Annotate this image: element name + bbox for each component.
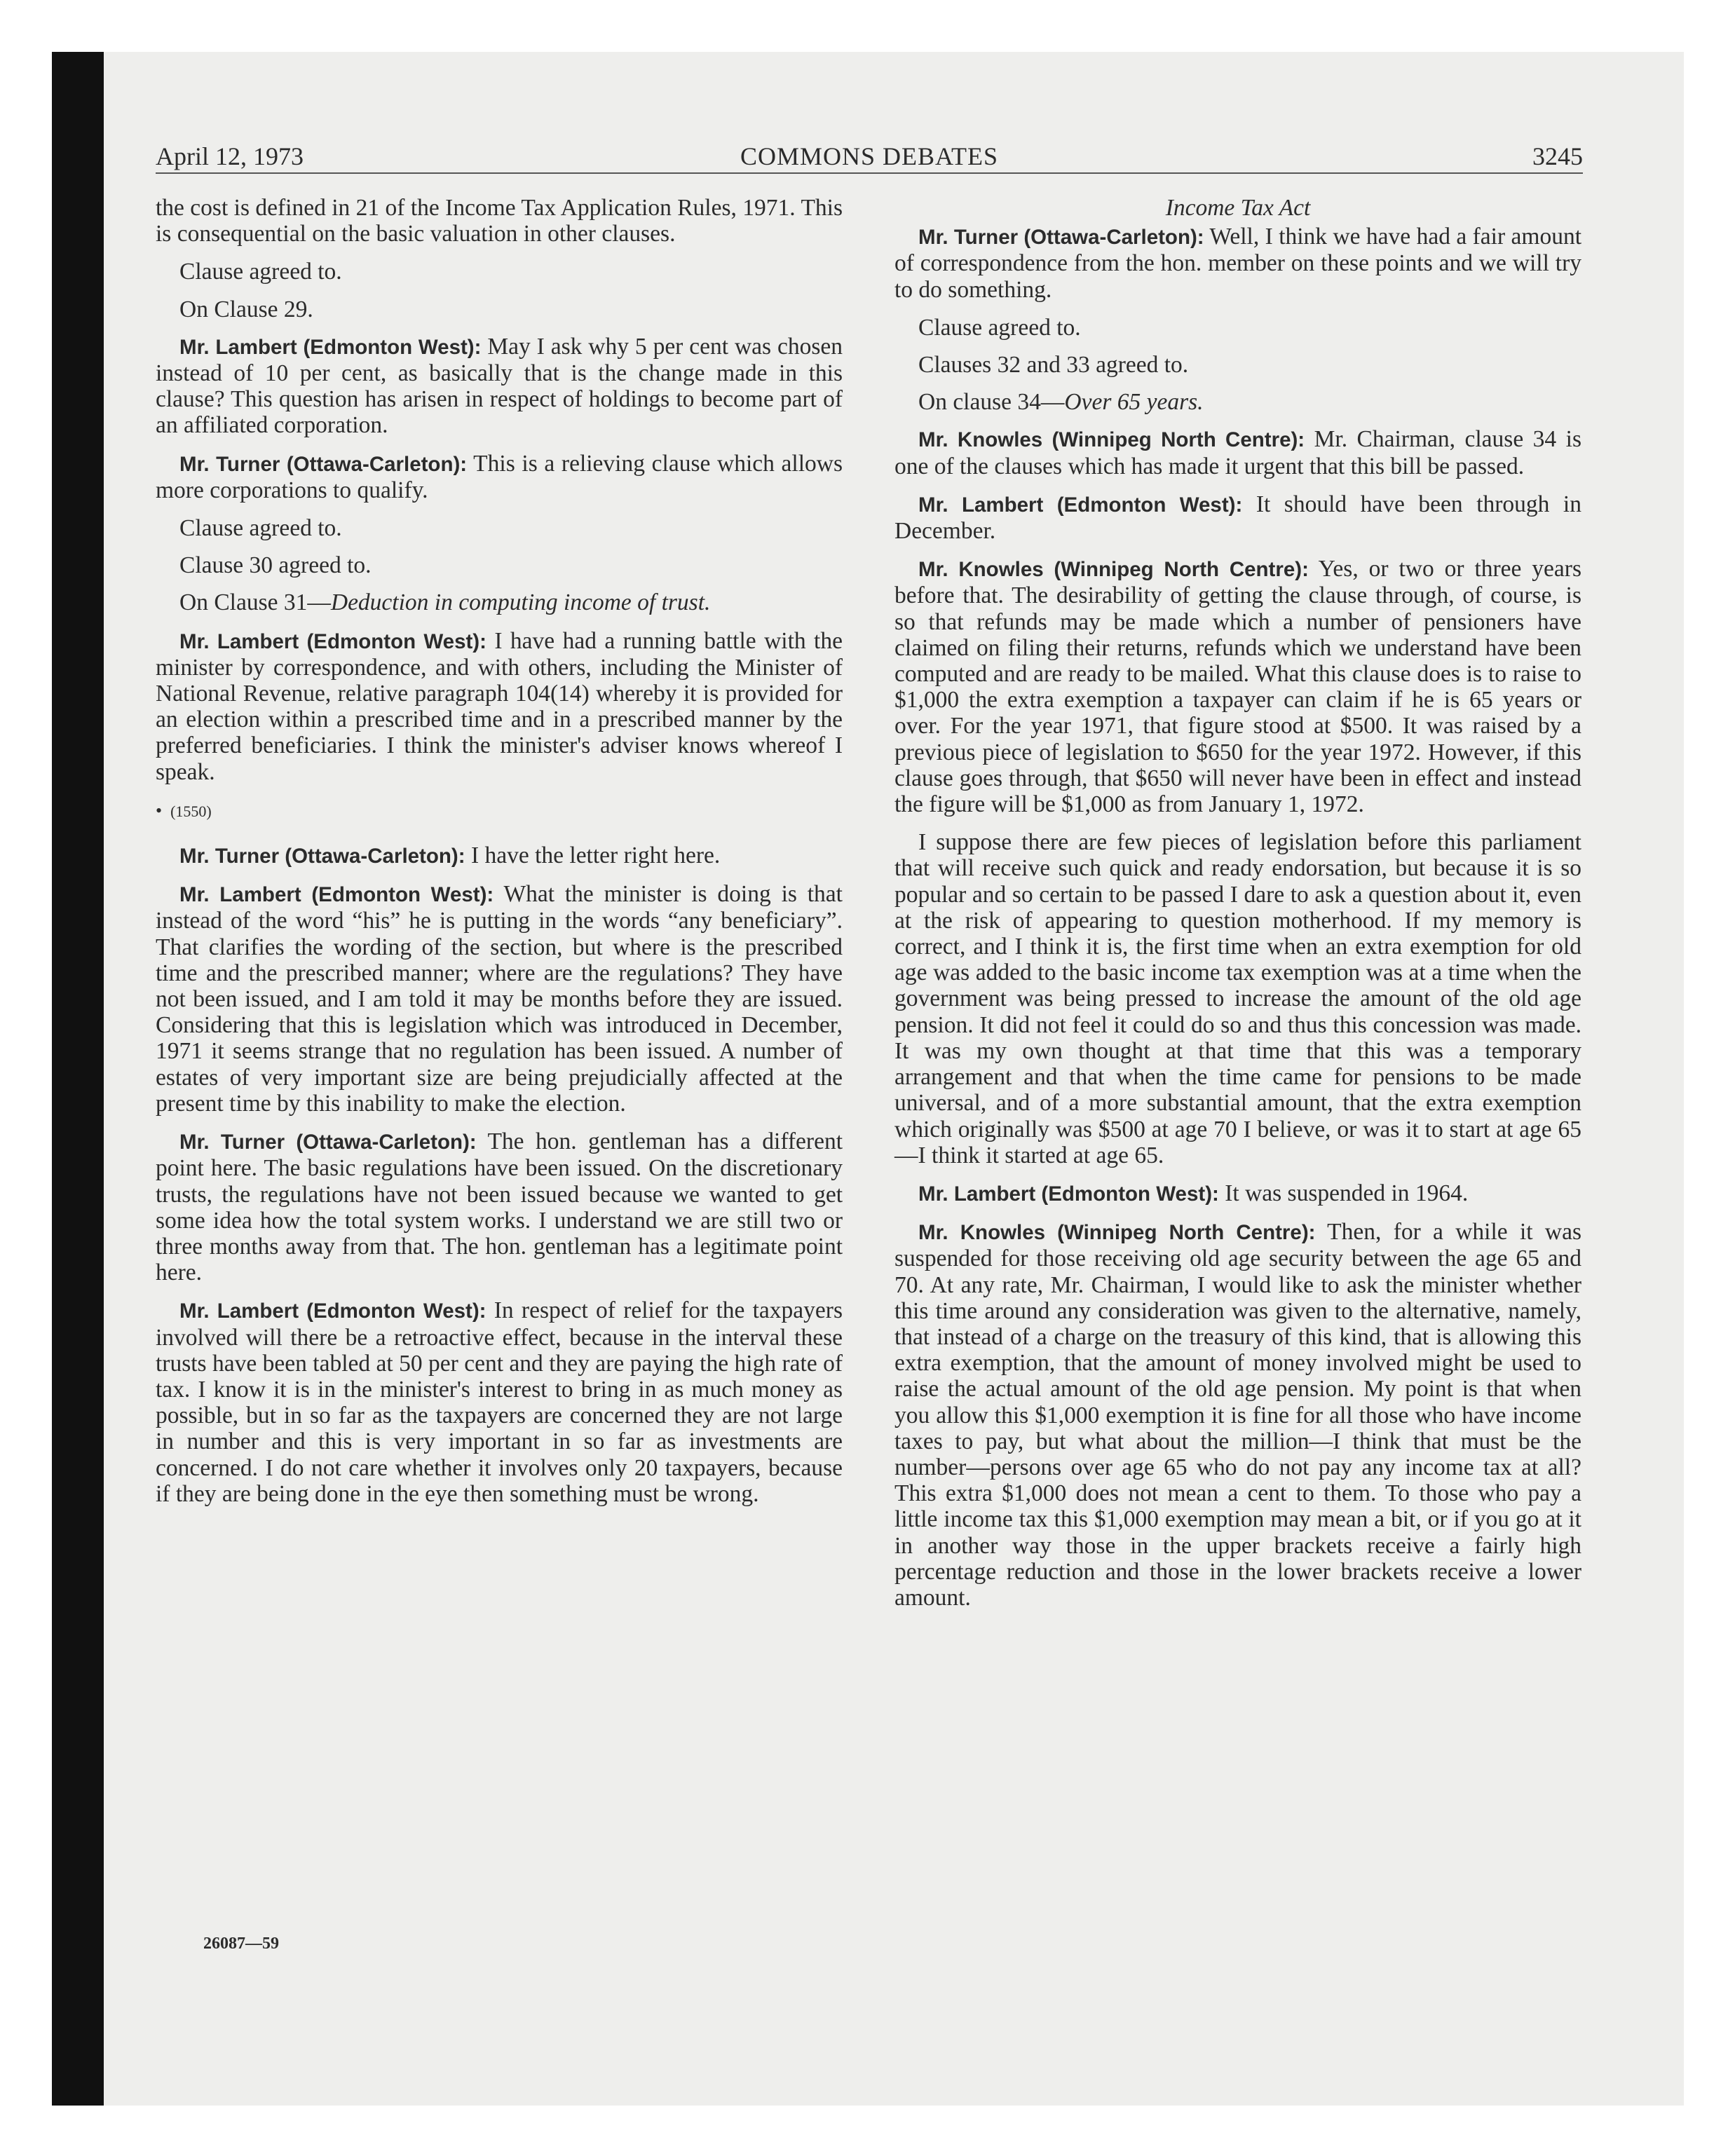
running-header: [156, 140, 1583, 174]
speech-text: Well, I think we have had a fair amount of correspondence from the hon. member on these points and we will try to do something.: [894, 224, 1581, 303]
speaker-name: Mr. Knowles (Winnipeg North Centre):: [918, 1221, 1316, 1245]
speech: [894, 1180, 1581, 1207]
speech-text: What the minister is doing is that instead of the word “his” he is putting in the words “any beneficiary”. That clarifies the wording of the section, but where is the prescribed time and the prescribed manner; where are the regulations? They have not been issued, and I am told it may be months before they are issued. Considering that this is legislation which was introduced in December, 1971 it seems strange that no regulation has been issued. A number of estates of very important size are being prejudicially affected at the present time by this inability to make the election.: [156, 881, 843, 1117]
speaker-name: Mr. Turner (Ottawa-Carleton):: [179, 845, 465, 868]
motion-prefix: On Clause 31—: [179, 589, 331, 616]
speech-text: May I ask why 5 per cent was chosen instead of 10 per cent, as basically that is the change made in this clause? This question has arisen in respect of holdings to become part of an affiliated corporation.: [156, 333, 843, 439]
speaker-name: Mr. Knowles (Winnipeg North Centre):: [918, 428, 1305, 452]
left-column: [156, 195, 843, 1519]
paragraph: I suppose there are few pieces of legislation before this parliament that will receive such quick and ready endorsation, but because it is so popular and so certain to be passed I dare to ask a question about it, even at the risk of appearing to question motherhood. If my memory is correct, and I think it is, the first time when an extra exemption for old age was added to the basic income tax exemption was at a time when the government was being pressed to increase the amount of the old age pension. It did not feel it could do so and thus this concession was made. It was my own thought at that time that this was a temporary arrangement and that when the time came for pensions to be made universal, and of a more substantial amount, that the extra exemption which originally was $500 at age 70 I believe, or was it to start at age 65—I think it started at age 65.: [894, 829, 1581, 1168]
speech: [894, 426, 1581, 479]
speech-text: The hon. gentleman has a different point here. The basic regulations have been issued. On the discretionary trusts, the regulations have not been issued because we wanted to get some idea how the total system works. I understand we are still two or three months away from that. The hon. gentleman has a legitimate point here.: [156, 1128, 843, 1286]
speech-text: It was suspended in 1964.: [1218, 1180, 1469, 1206]
speech: [156, 1297, 843, 1507]
motion: [156, 589, 843, 615]
clause-title: Over 65 years.: [1064, 389, 1204, 416]
speaker-name: Mr. Knowles (Winnipeg North Centre):: [918, 558, 1309, 582]
right-column: [894, 195, 1581, 1623]
speaker-name: Mr. Lambert (Edmonton West):: [918, 1182, 1219, 1206]
header-date: April 12, 1973: [156, 142, 304, 170]
speech: [894, 491, 1581, 544]
speech-text: Mr. Chairman, clause 34 is one of the clauses which has made it urgent that this bill be passed.: [894, 426, 1581, 479]
motion: Clauses 32 and 33 agreed to.: [918, 352, 1189, 378]
bullet-icon: •: [156, 800, 163, 821]
print-code: 26087—59: [203, 1935, 279, 1953]
motion: Clause agreed to.: [918, 314, 1081, 341]
speaker-name: Mr. Lambert (Edmonton West):: [918, 493, 1243, 517]
speech: [894, 556, 1581, 817]
speaker-name: Mr. Lambert (Edmonton West):: [179, 1299, 487, 1323]
speech: [156, 881, 843, 1117]
speaker-name: Mr. Lambert (Edmonton West):: [179, 629, 487, 653]
motion: On Clause 29.: [179, 296, 313, 322]
motion: Clause agreed to.: [179, 515, 342, 542]
motion: [894, 389, 1581, 415]
header-title: COMMONS DEBATES: [740, 142, 999, 170]
speech: [894, 1219, 1581, 1611]
speech-text: Yes, or two or three years before that. The desirability of getting the clause through, of course, is so that refunds may be made which a number of pensioners have claimed on filing their returns, refunds which we understand have been computed and are ready to be mailed. What this clause does is to raise to $1,000 the extra exemption a taxpayer can claim if he is 65 years or over. For the year 1971, that figure stood at $500. It was raised by a previous piece of legislation to $650 for the year 1972. However, if this clause goes through, that $650 will never have been in effect and instead the figure will be $1,000 as from January 1, 1972.: [894, 556, 1581, 818]
speech-text: This is a relieving clause which allows more corporations to qualify.: [156, 450, 843, 503]
speech-text: It should have been through in December.: [894, 491, 1581, 545]
speaker-name: Mr. Turner (Ottawa-Carleton):: [918, 226, 1204, 250]
speaker-name: Mr. Turner (Ottawa-Carleton):: [179, 1131, 477, 1154]
motion: Clause 30 agreed to.: [179, 552, 372, 579]
speaker-name: Mr. Lambert (Edmonton West):: [179, 883, 494, 907]
scan-edge: [52, 52, 104, 2106]
motion-prefix: On clause 34—: [918, 389, 1065, 416]
paragraph: the cost is defined in 21 of the Income Tax Application Rules, 1971. This is consequential on the basic valuation in other clauses.: [156, 195, 843, 247]
clause-title: Deduction in computing income of trust.: [330, 589, 711, 616]
speech-text: Then, for a while it was suspended for those receiving old age security between the age 65 and 70. At any rate, Mr. Chairman, I would like to ask the minister whether this time around any consideration was given to the alternative, namely, that instead of a charge on the treasury of this kind, that is allowing this extra exemption, that the amount of money involved might be used to raise the actual amount of the old age pension. My point is that when you allow this $1,000 exemption it is fine for all those who have income taxes to pay, but what about the million—I think that must be the number—persons over age 65 who do not pay any income tax at all? This extra $1,000 does not mean a cent to them. To those who pay a little income tax this $1,000 exemption may mean a bit, or if you go at it in another way those in the upper brackets receive a fairly high percentage reduction and those in the lower brackets receive a lower amount.: [894, 1219, 1581, 1611]
speech: [894, 224, 1581, 303]
timestamp-text: (1550): [170, 802, 212, 820]
speaker-name: Mr. Turner (Ottawa-Carleton):: [179, 452, 468, 476]
speech: [156, 451, 843, 503]
speech: [156, 334, 843, 439]
speech: [156, 1128, 843, 1285]
speech: [156, 628, 843, 785]
speech: [156, 842, 843, 869]
motion: Clause agreed to.: [179, 259, 342, 285]
section-heading: Income Tax Act: [1165, 195, 1311, 221]
speaker-name: Mr. Lambert (Edmonton West):: [179, 335, 482, 359]
page-number: 3245: [1532, 142, 1583, 170]
speech-text: I have had a running battle with the minister by correspondence, and with others, including the Minister of National Revenue, relative paragraph 104(14) whereby it is provided for an election within a prescribed time and in a prescribed manner by the preferred beneficiaries. I think the minister's adviser knows whereof I speak.: [156, 627, 843, 785]
speech-text: In respect of relief for the taxpayers involved will there be a retroactive effect, because in the interval these trusts have been tabled at 50 per cent and they are paying the high rate of tax. I know it is in the minister's interest to bring in as much money as possible, but in so far as the taxpayers are concerned they are not large in number and this is very important in so far as investments are concerned. I do not care whether it involves only 20 taxpayers, because if they are being done in the eye then something must be wrong.: [156, 1297, 843, 1507]
timestamp: [156, 798, 843, 824]
speech-text: I have the letter right here.: [465, 842, 721, 869]
